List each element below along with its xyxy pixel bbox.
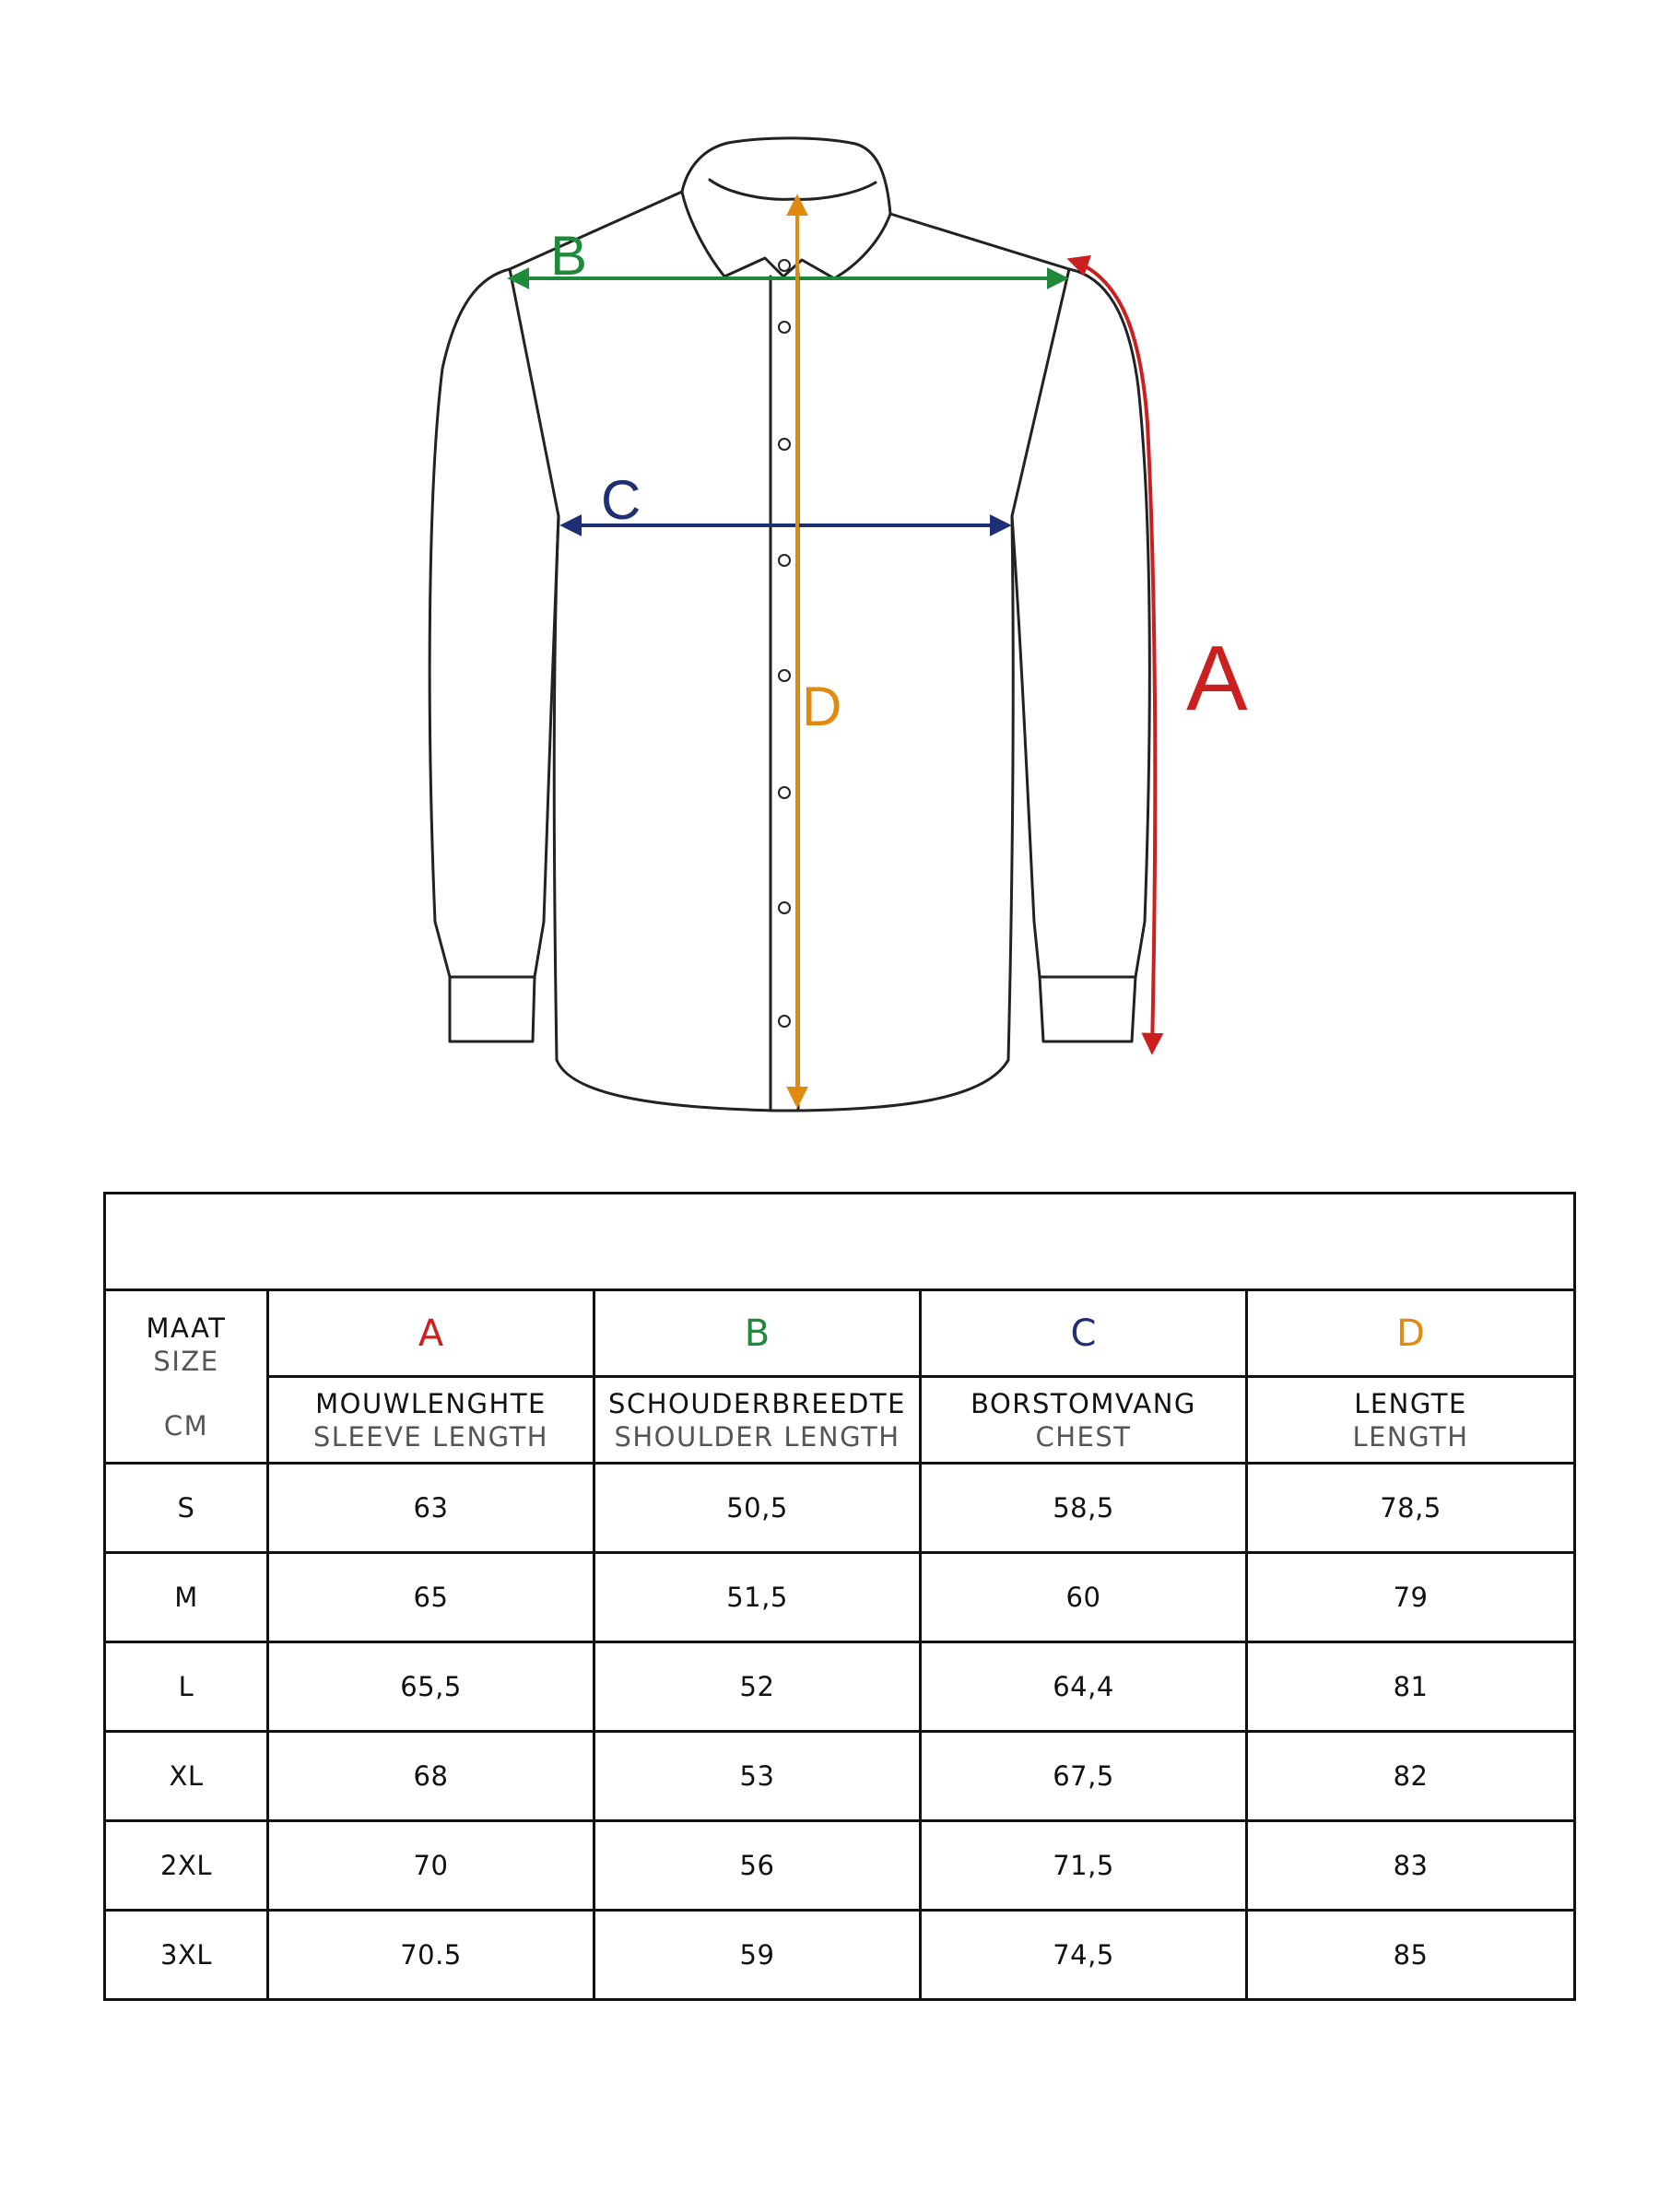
button: [779, 260, 790, 271]
button: [779, 787, 790, 798]
value-cell-b: 56: [594, 1821, 921, 1911]
label-d: D: [802, 676, 842, 737]
value-cell-a: 68: [268, 1732, 594, 1821]
value-cell-a: 65,5: [268, 1642, 594, 1732]
column-name-en: LENGTH: [1352, 1420, 1469, 1453]
right-shoulder: [890, 214, 1069, 269]
table-row: [105, 1732, 1575, 1821]
value-cell-b: 59: [594, 1911, 921, 2000]
value-cell-d: 83: [1247, 1821, 1575, 1911]
column-name-c: [921, 1377, 1247, 1464]
label-c: C: [601, 469, 641, 531]
hem: [557, 1060, 1008, 1111]
column-name-nl: SCHOUDERBREEDTE: [608, 1387, 906, 1419]
letter-a: A: [418, 1312, 444, 1355]
value-cell-a: 63: [268, 1464, 594, 1553]
size-header-maat: MAAT: [146, 1312, 227, 1344]
size-cell: L: [105, 1642, 268, 1732]
value-cell-c: 64,4: [921, 1642, 1247, 1732]
column-name-en: SLEEVE LENGTH: [312, 1420, 549, 1453]
right-sleeve: [1012, 269, 1149, 1041]
collar: [682, 138, 890, 278]
value-cell-c: 60: [921, 1553, 1247, 1642]
button: [779, 670, 790, 681]
button: [779, 555, 790, 566]
column-name-nl: LENGTE: [1354, 1387, 1467, 1419]
table-row: [105, 1911, 1575, 2000]
column-name-b: [594, 1377, 921, 1464]
column-letter-b: [594, 1290, 921, 1377]
size-cell: 2XL: [105, 1821, 268, 1911]
left-shoulder: [510, 192, 682, 269]
size-chart-table: [103, 1192, 1576, 2001]
column-letter-c: [921, 1290, 1247, 1377]
button: [779, 902, 790, 913]
value-cell-c: 58,5: [921, 1464, 1247, 1553]
column-name-nl: BORSTOMVANG: [971, 1387, 1196, 1419]
body-left-side: [510, 269, 559, 1060]
button: [779, 439, 790, 450]
label-a: A: [1186, 627, 1248, 730]
label-b: B: [550, 225, 588, 287]
table-title-row: [105, 1194, 1575, 1290]
table-row: [105, 1553, 1575, 1642]
value-cell-c: 67,5: [921, 1732, 1247, 1821]
value-cell-d: 82: [1247, 1732, 1575, 1821]
size-cell: 3XL: [105, 1911, 268, 2000]
collar-inner: [710, 180, 876, 199]
value-cell-b: 52: [594, 1642, 921, 1732]
button: [779, 1016, 790, 1027]
column-name-en: SHOULDER LENGTH: [614, 1420, 900, 1453]
column-letter-a: [268, 1290, 594, 1377]
shirt-outline: [429, 138, 1149, 1111]
column-letter-row: [105, 1290, 1575, 1377]
column-name-d: [1247, 1377, 1575, 1464]
column-name-nl: MOUWLENGHTE: [315, 1387, 547, 1419]
column-letter-d: [1247, 1290, 1575, 1377]
size-cell: S: [105, 1464, 268, 1553]
buttons: [779, 260, 790, 1027]
column-name-row: [105, 1377, 1575, 1464]
button: [779, 322, 790, 333]
size-header-cell: [105, 1290, 268, 1464]
value-cell-d: 79: [1247, 1553, 1575, 1642]
table-row: [105, 1821, 1575, 1911]
value-cell-d: 85: [1247, 1911, 1575, 2000]
value-cell-b: 50,5: [594, 1464, 921, 1553]
value-cell-b: 51,5: [594, 1553, 921, 1642]
size-cell: XL: [105, 1732, 268, 1821]
value-cell-d: 78,5: [1247, 1464, 1575, 1553]
value-cell-a: 70: [268, 1821, 594, 1911]
size-header-cm: CM: [163, 1409, 209, 1441]
letter-b: B: [744, 1312, 771, 1355]
value-cell-c: 71,5: [921, 1821, 1247, 1911]
body-right-side: [1008, 269, 1069, 1060]
value-cell-c: 74,5: [921, 1911, 1247, 2000]
placket: [771, 273, 798, 1111]
column-name-en: CHEST: [1035, 1420, 1132, 1453]
table-title: [105, 1194, 1575, 1290]
column-name-a: [268, 1377, 594, 1464]
table-row: [105, 1464, 1575, 1553]
value-cell-a: 70.5: [268, 1911, 594, 2000]
value-cell-d: 81: [1247, 1642, 1575, 1732]
value-cell-b: 53: [594, 1732, 921, 1821]
table-row: [105, 1642, 1575, 1732]
size-header-size: SIZE: [153, 1345, 219, 1377]
left-sleeve: [429, 269, 559, 1041]
letter-c: C: [1070, 1312, 1097, 1355]
value-cell-a: 65: [268, 1553, 594, 1642]
size-cell: M: [105, 1553, 268, 1642]
letter-d: D: [1396, 1312, 1425, 1355]
